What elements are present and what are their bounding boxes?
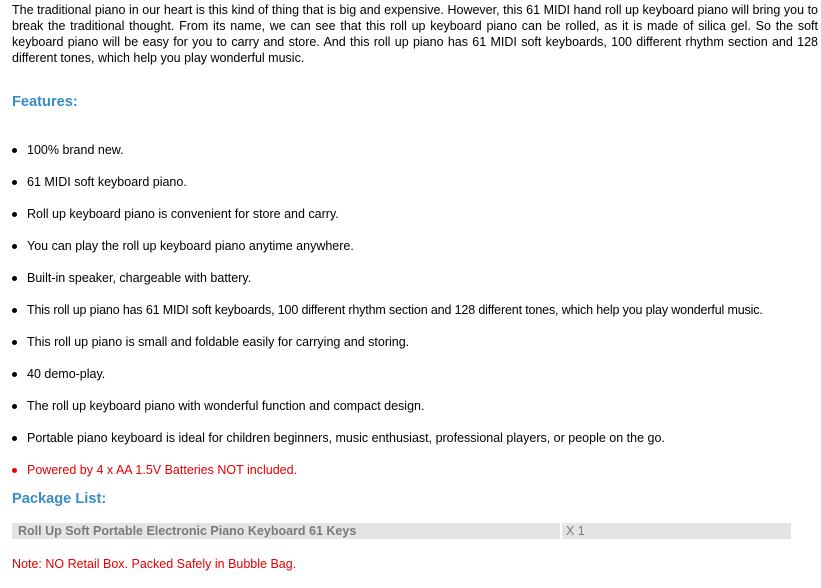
feature-text: The roll up keyboard piano with wonderful function and compact design. <box>27 399 425 413</box>
package-item-quantity: X 1 <box>562 523 791 539</box>
product-description: The traditional piano in our heart is this kind of thing that is big and expensive. However, this 61 MIDI hand roll up keyboard piano will bring you to break the traditional thought. From its name, we can see that this roll up keyboard piano can be rolled, as it is made of silica gel. So the soft keyboard piano will be easy for you to carry and store. And this roll up piano has 61 MIDI soft keyboards, 100 different rhythm section and 128 different tones, which help you play wonderful music. <box>12 3 818 65</box>
feature-text: Roll up keyboard piano is convenient for store and carry. <box>27 207 339 221</box>
bullet-icon <box>12 148 17 153</box>
package-list-table <box>12 523 791 539</box>
feature-text: 100% brand new. <box>27 143 124 157</box>
feature-text: Powered by 4 x AA 1.5V Batteries NOT included. <box>27 463 298 477</box>
package-item-name: Roll Up Soft Portable Electronic Piano Keyboard 61 Keys <box>12 523 560 539</box>
bullet-icon <box>12 340 17 345</box>
bullet-icon <box>12 308 17 313</box>
feature-text: 40 demo-play. <box>27 367 106 381</box>
bullet-icon <box>12 212 17 217</box>
bullet-icon <box>12 244 17 249</box>
feature-text: This roll up piano is small and foldable easily for carrying and storing. <box>27 335 410 349</box>
bullet-icon <box>12 180 17 185</box>
feature-text: Portable piano keyboard is ideal for children beginners, music enthusiast, professional players, or people on the go. <box>27 431 665 445</box>
feature-text: This roll up piano has 61 MIDI soft keyboards, 100 different rhythm section and 128 different tones, which help you play wonderful music. <box>27 303 763 317</box>
feature-text: Built-in speaker, chargeable with battery. <box>27 271 252 285</box>
bullet-icon <box>12 404 17 409</box>
bullet-icon <box>12 468 17 473</box>
feature-text: 61 MIDI soft keyboard piano. <box>27 175 187 189</box>
bullet-icon <box>12 372 17 377</box>
bullet-icon <box>12 436 17 441</box>
bullet-icon <box>12 276 17 281</box>
features-heading: Features: <box>12 94 78 110</box>
package-list-heading: Package List: <box>12 491 107 507</box>
feature-text: You can play the roll up keyboard piano anytime anywhere. <box>27 239 354 253</box>
shipping-note: Note: NO Retail Box. Packed Safely in Bubble Bag. <box>12 557 297 571</box>
